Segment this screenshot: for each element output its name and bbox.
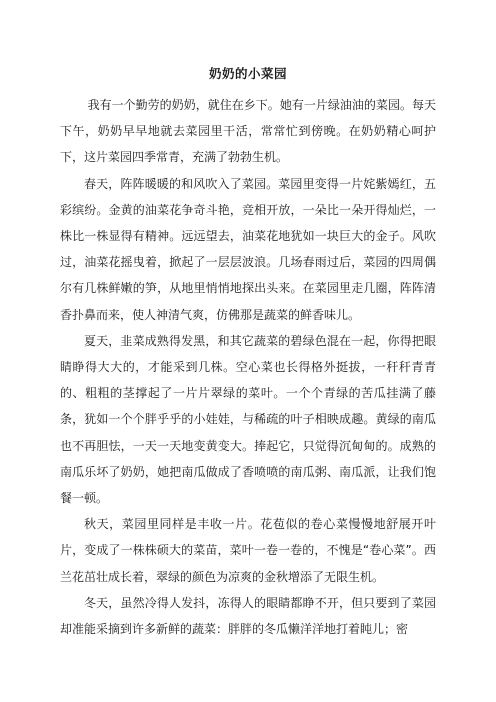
paragraph-spring: 春天，阵阵暖暖的和风吹入了菜园。菜园里变得一片姹紫嫣红，五彩缤纷。金黄的油菜花争奇斗艳，竞相开放，一朵比一朵开得灿烂，一株比一株显得有精神。远远望去，油菜花地犹如一块巨大的金子。风吹过，油菜花摇曳着，掀起了一层层波浪。几场春雨过后，菜园的四周偶尔有几株鲜嫩的笋，从地里悄悄地探出头来。在菜园里走几圈，阵阵清香扑鼻而来，使人神清气爽，仿佛那是蔬菜的鲜香味儿。 [60, 176, 436, 322]
document-title: 奶奶的小菜园 [208, 66, 287, 81]
paragraph-winter: 冬天，虽然冷得人发抖，冻得人的眼睛都睁不开，但只要到了菜园却准能采摘到许多新鲜的蔬菜：胖胖的冬瓜懒洋洋地打着盹儿；密 [60, 595, 436, 637]
paragraph-summer: 夏天，韭菜成熟得发黑，和其它蔬菜的碧绿色混在一起，你得把眼睛睁得大大的，才能采到几株。空心菜也长得格外挺拔，一秆秆青青的、粗粗的茎撑起了一片片翠绿的菜叶。一个个青绿的苦瓜挂满了藤条，犹如一个个胖乎乎的小娃娃，与稀疏的叶子相映成趣。黄绿的南瓜也不再胆怯，一天一天地变黄变大。捧起它，只觉得沉甸甸的。成熟的南瓜乐坏了奶奶，她把南瓜做成了香喷喷的南瓜粥、南瓜派，让我们饱餐一顿。 [60, 333, 436, 506]
paragraph-autumn: 秋天，菜园里同样是丰收一片。花苞似的卷心菜慢慢地舒展开叶片，变成了一株株硕大的菜苗，菜叶一卷一卷的，不愧是“卷心菜”。西兰花茁壮成长着，翠绿的颜色为凉爽的金秋增添了无限生机。 [60, 517, 436, 584]
paragraph-intro: 我有一个勤劳的奶奶，就住在乡下。她有一片绿油油的菜园。每天下午，奶奶早早地就去菜园里干活，常常忙到傍晚。在奶奶精心呵护下，这片菜园四季常青，充满了勃勃生机。 [60, 98, 436, 165]
